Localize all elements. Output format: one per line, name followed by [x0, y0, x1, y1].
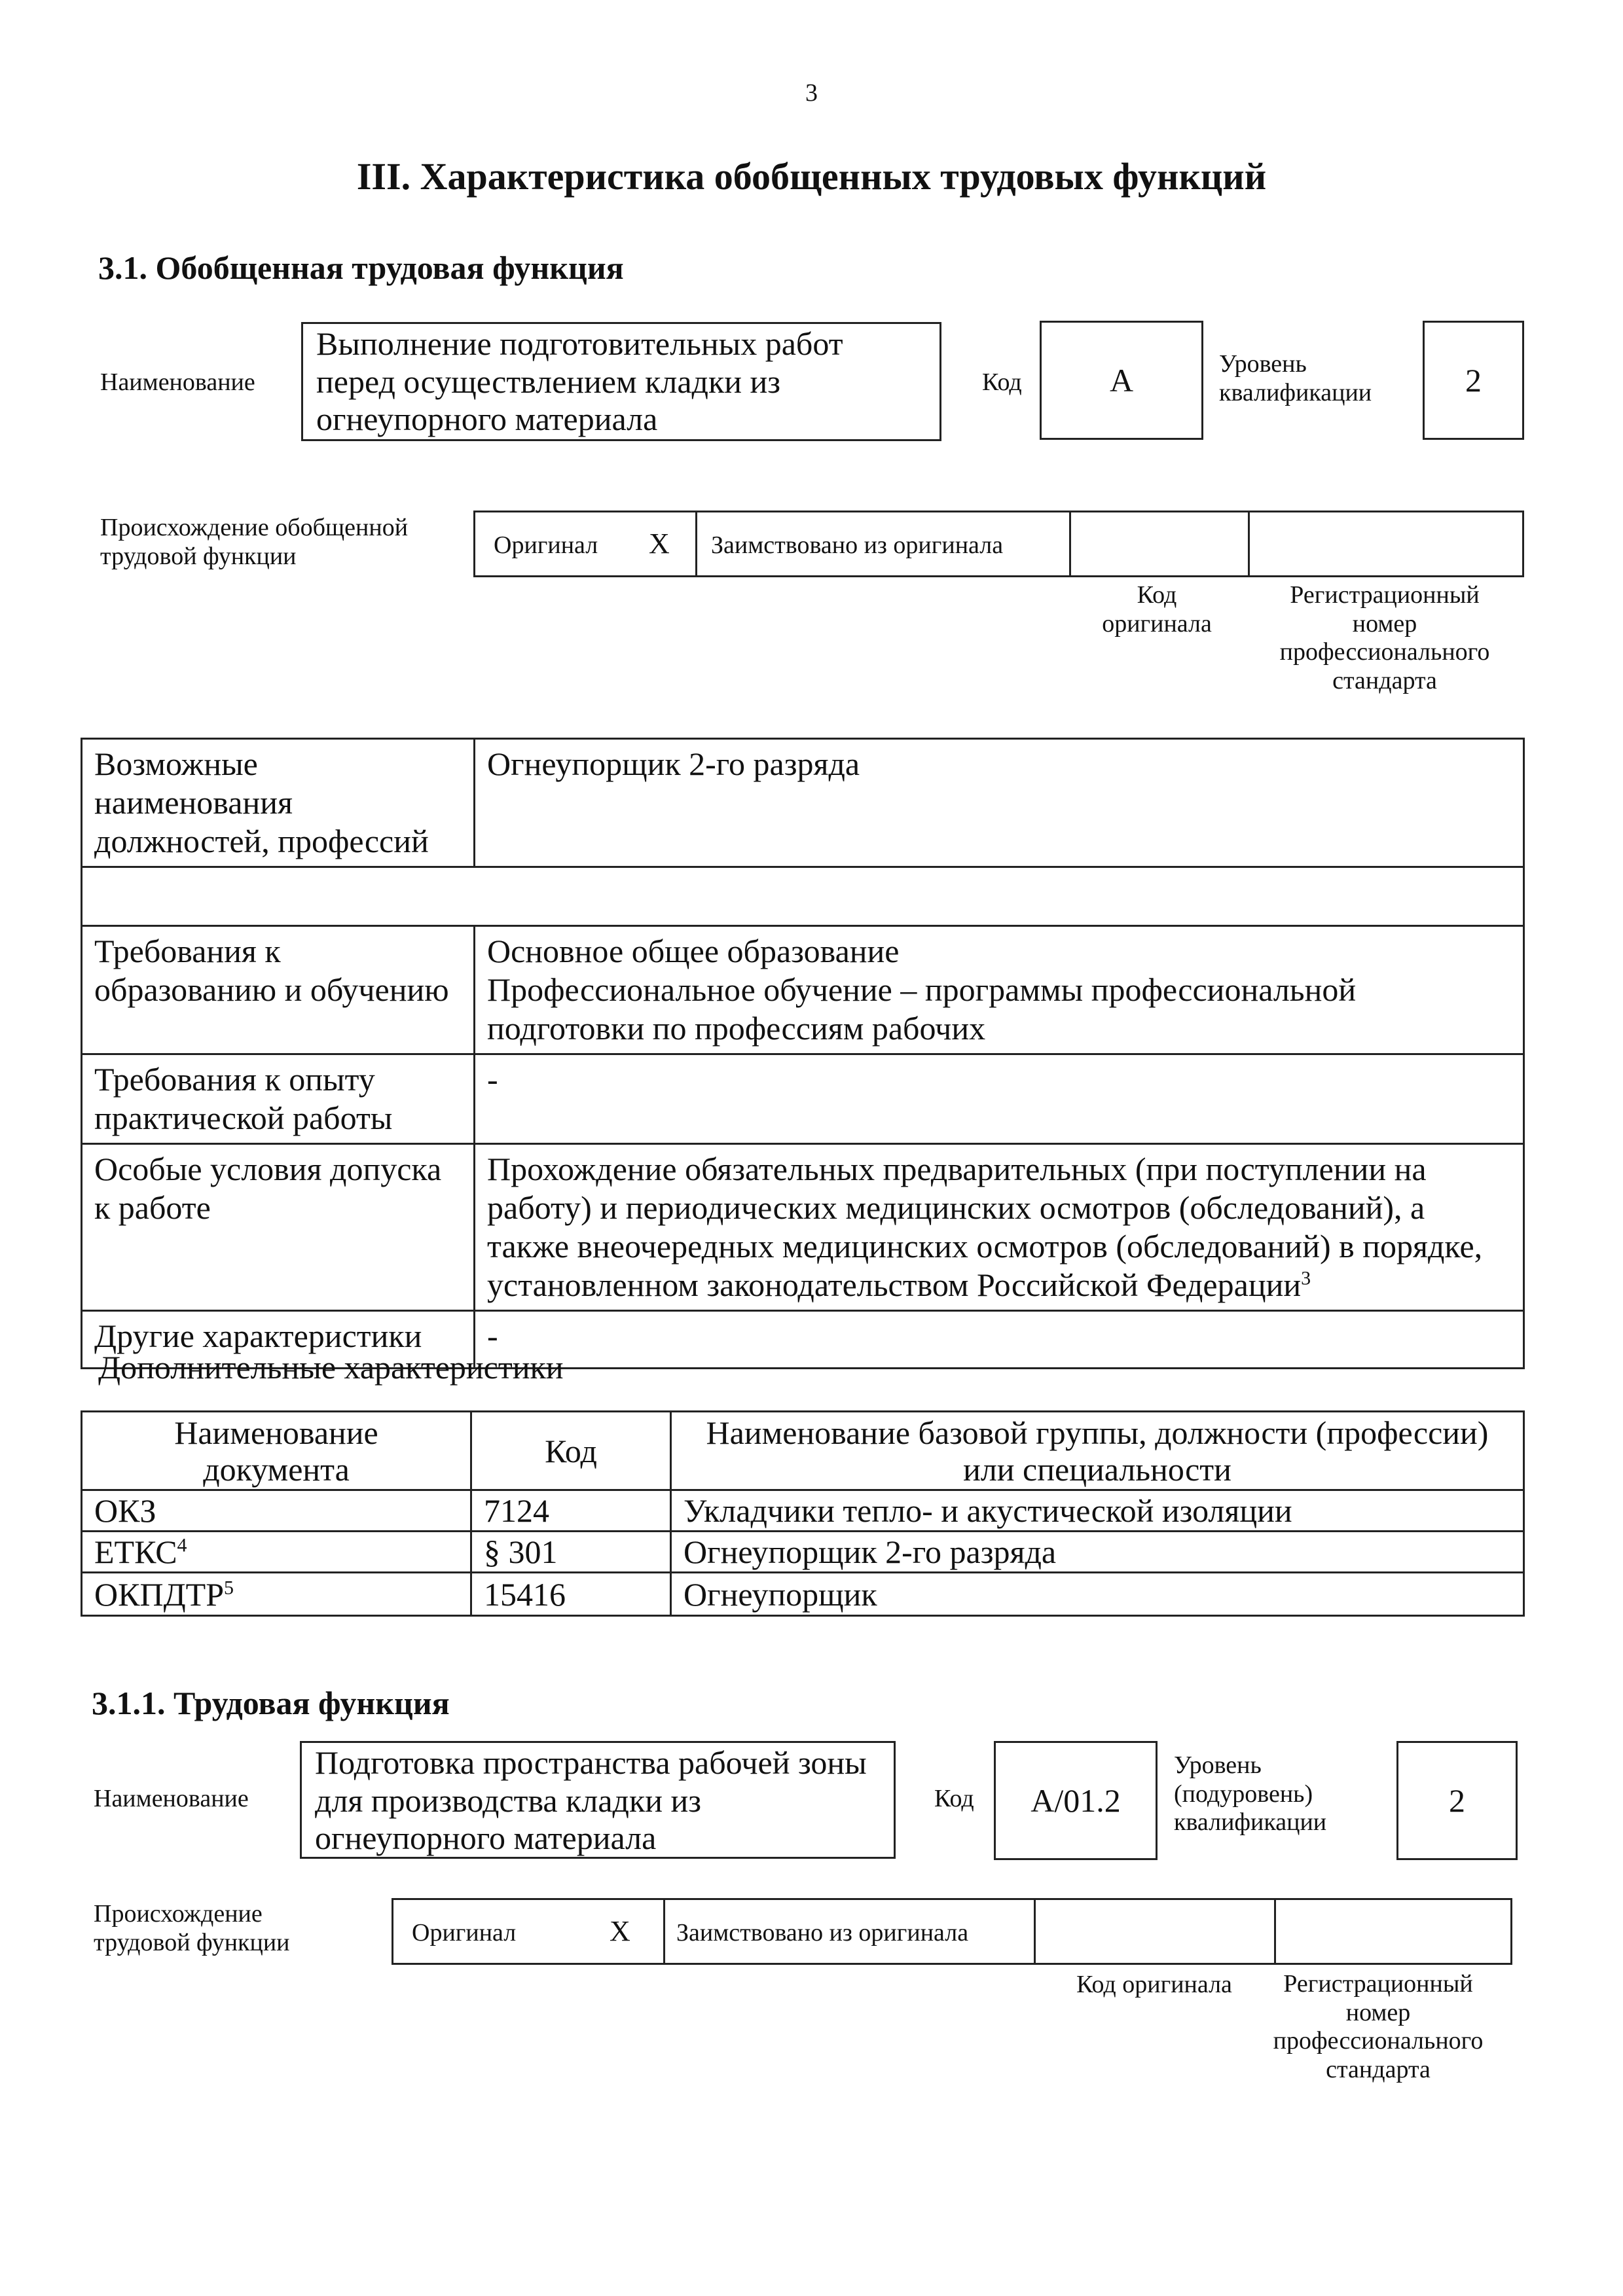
footnote-ref: 5	[224, 1576, 234, 1598]
cell-line: Наименование	[174, 1414, 378, 1451]
tf-code-label: Код	[934, 1785, 974, 1812]
cell-line: должностей, профессий	[94, 823, 429, 859]
gtf-level-box	[1423, 321, 1524, 440]
other-label: Другие характеристики	[82, 1311, 475, 1369]
gtf-original-label: Оригинал	[494, 531, 598, 559]
cell-line: Наименование базовой группы, должности (профессии)	[706, 1414, 1489, 1451]
divider	[1274, 1900, 1276, 1963]
admission-value	[475, 1144, 1524, 1311]
table-row	[82, 1573, 1524, 1616]
positions-label	[82, 739, 475, 867]
cell-line: Профессиональное обучение – программы профессиональной	[487, 971, 1357, 1008]
gtf-level-value: 2	[1465, 362, 1482, 399]
caption-line: оригинала	[1102, 609, 1212, 637]
divider	[1069, 512, 1071, 575]
tf-name-box	[300, 1741, 896, 1859]
cell-line: Особые условия допуска	[94, 1151, 442, 1187]
admission-label	[82, 1144, 475, 1311]
cell-line: Требования к	[94, 933, 281, 969]
tf-origin-label-line: Происхождение	[94, 1900, 263, 1928]
cell-line: практической работы	[94, 1100, 393, 1136]
cell-line: Основное общее образование	[487, 933, 900, 969]
tf-origin-table	[392, 1898, 1512, 1965]
characteristics-table	[81, 738, 1525, 1369]
table-row	[82, 1144, 1524, 1311]
tf-level-label-line: (подуровень)	[1174, 1780, 1313, 1808]
caption-line: Регистрационный	[1283, 1970, 1473, 1998]
cell-text: ОКПДТР	[94, 1575, 225, 1613]
cell-line: или специальности	[963, 1450, 1231, 1488]
footnote-ref: 4	[177, 1534, 187, 1556]
caption-line: Регистрационный	[1290, 581, 1480, 609]
gtf-original-mark: X	[649, 528, 670, 560]
gtf-borrowed-label: Заимствовано из оригинала	[711, 531, 1004, 559]
cell-line: к работе	[94, 1189, 211, 1226]
cell-line: Возможные	[94, 745, 258, 782]
gtf-name-line: огнеупорного материала	[316, 401, 658, 437]
cell-line: документа	[203, 1450, 350, 1488]
name-cell: Укладчики тепло- и акустической изоляции	[671, 1490, 1524, 1532]
other-value: -	[475, 1311, 1524, 1369]
gtf-origin-label-line: трудовой функции	[100, 542, 297, 570]
table-row-empty	[82, 867, 1524, 926]
gtf-code-orig-caption	[1068, 581, 1245, 638]
table-row	[82, 1490, 1524, 1532]
code-cell: 7124	[471, 1490, 671, 1532]
tf-code-orig-caption: Код оригинала	[1076, 1971, 1232, 1998]
tf-level-label-line: Уровень	[1174, 1751, 1262, 1779]
header-name	[671, 1412, 1524, 1490]
gtf-name-label: Наименование	[100, 368, 255, 396]
cell-line: образованию и обучению	[94, 971, 449, 1008]
gtf-origin-table	[473, 511, 1524, 577]
cell-line: наименования	[94, 784, 293, 821]
table-row	[82, 1054, 1524, 1144]
code-cell: 15416	[471, 1573, 671, 1616]
caption-line: стандарта	[1332, 667, 1437, 695]
name-cell: Огнеупорщик	[671, 1573, 1524, 1616]
tf-name-line: для производства кладки из	[315, 1782, 702, 1819]
tf-borrowed-label: Заимствовано из оригинала	[676, 1919, 969, 1946]
table-row	[82, 739, 1524, 867]
table-header-row	[82, 1412, 1524, 1490]
gtf-name-box	[301, 322, 941, 441]
cell-line: Требования к опыту	[94, 1061, 375, 1098]
additional-table	[81, 1410, 1525, 1617]
name-cell: Огнеупорщик 2-го разряда	[671, 1532, 1524, 1573]
cell-text: установленном законодательством Российской Федерации	[487, 1266, 1302, 1303]
positions-value: Огнеупорщик 2-го разряда	[475, 739, 1524, 867]
caption-line: номер	[1345, 1998, 1411, 2026]
education-value	[475, 926, 1524, 1054]
tf-level-box	[1396, 1741, 1518, 1860]
caption-line: профессионального	[1279, 638, 1490, 666]
cell-line	[487, 1266, 1511, 1304]
tf-reg-num-caption	[1244, 1970, 1512, 2085]
header-code: Код	[471, 1412, 671, 1490]
doc-cell	[82, 1490, 471, 1532]
caption-line: номер	[1352, 609, 1417, 637]
gtf-code-value: А	[1109, 362, 1134, 399]
cell-line: также внеочередных медицинских осмотров (обследований) в порядке,	[487, 1228, 1483, 1265]
tf-code-value: А/01.2	[1030, 1782, 1121, 1819]
tf-original-label: Оригинал	[412, 1919, 517, 1946]
caption-line: стандарта	[1326, 2056, 1431, 2084]
cell-line: Прохождение обязательных предварительных (при поступлении на	[487, 1151, 1427, 1187]
caption-line: Код	[1137, 581, 1177, 609]
gtf-level-label-line: квалификации	[1219, 378, 1372, 406]
gtf-level-label	[1219, 350, 1372, 407]
table-row	[82, 1532, 1524, 1573]
gtf-level-label-line: Уровень	[1219, 350, 1307, 378]
tf-origin-label-line: трудовой функции	[94, 1928, 290, 1956]
divider	[663, 1900, 665, 1963]
code-cell: § 301	[471, 1532, 671, 1573]
header-doc	[82, 1412, 471, 1490]
cell-line: подготовки по профессиям рабочих	[487, 1010, 986, 1047]
tf-name-line: огнеупорного материала	[315, 1820, 657, 1856]
page-number: 3	[805, 79, 818, 107]
tf-name-line: Подготовка пространства рабочей зоны	[315, 1744, 867, 1781]
gtf-origin-label-line: Происхождение обобщенной	[100, 514, 409, 541]
tf-name-label: Наименование	[94, 1785, 249, 1812]
footnote-ref: 3	[1301, 1267, 1311, 1289]
empty-cell	[82, 867, 1524, 926]
education-label	[82, 926, 475, 1054]
gtf-name-line: Выполнение подготовительных работ	[316, 325, 843, 362]
cell-text: ОКЗ	[94, 1492, 156, 1529]
tf-heading: 3.1.1. Трудовая функция	[92, 1685, 450, 1721]
tf-level-label	[1174, 1751, 1326, 1837]
gtf-name-line: перед осуществлением кладки из	[316, 363, 781, 400]
divider	[1034, 1900, 1036, 1963]
tf-code-box	[994, 1741, 1158, 1860]
gtf-code-box	[1040, 321, 1203, 440]
cell-line: работу) и периодических медицинских осмотров (обследований), а	[487, 1189, 1425, 1226]
doc-cell	[82, 1573, 471, 1616]
divider	[1248, 512, 1250, 575]
tf-level-label-line: квалификации	[1174, 1808, 1327, 1837]
gtf-reg-num-caption	[1244, 581, 1525, 696]
divider	[695, 512, 697, 575]
gtf-origin-label	[100, 514, 408, 571]
gtf-code-label: Код	[982, 368, 1022, 396]
additional-heading: Дополнительные характеристики	[98, 1349, 564, 1386]
doc-cell	[82, 1532, 471, 1573]
tf-origin-label	[94, 1900, 290, 1957]
tf-level-value: 2	[1449, 1782, 1465, 1819]
page-title: III. Характеристика обобщенных трудовых функций	[356, 155, 1267, 198]
experience-label	[82, 1054, 475, 1144]
cell-text: ЕТКС	[94, 1534, 177, 1570]
experience-value: -	[475, 1054, 1524, 1144]
caption-line: профессионального	[1273, 2027, 1484, 2055]
table-row	[82, 926, 1524, 1054]
tf-original-mark: X	[610, 1915, 630, 1947]
gtf-heading: 3.1. Обобщенная трудовая функция	[98, 249, 624, 286]
